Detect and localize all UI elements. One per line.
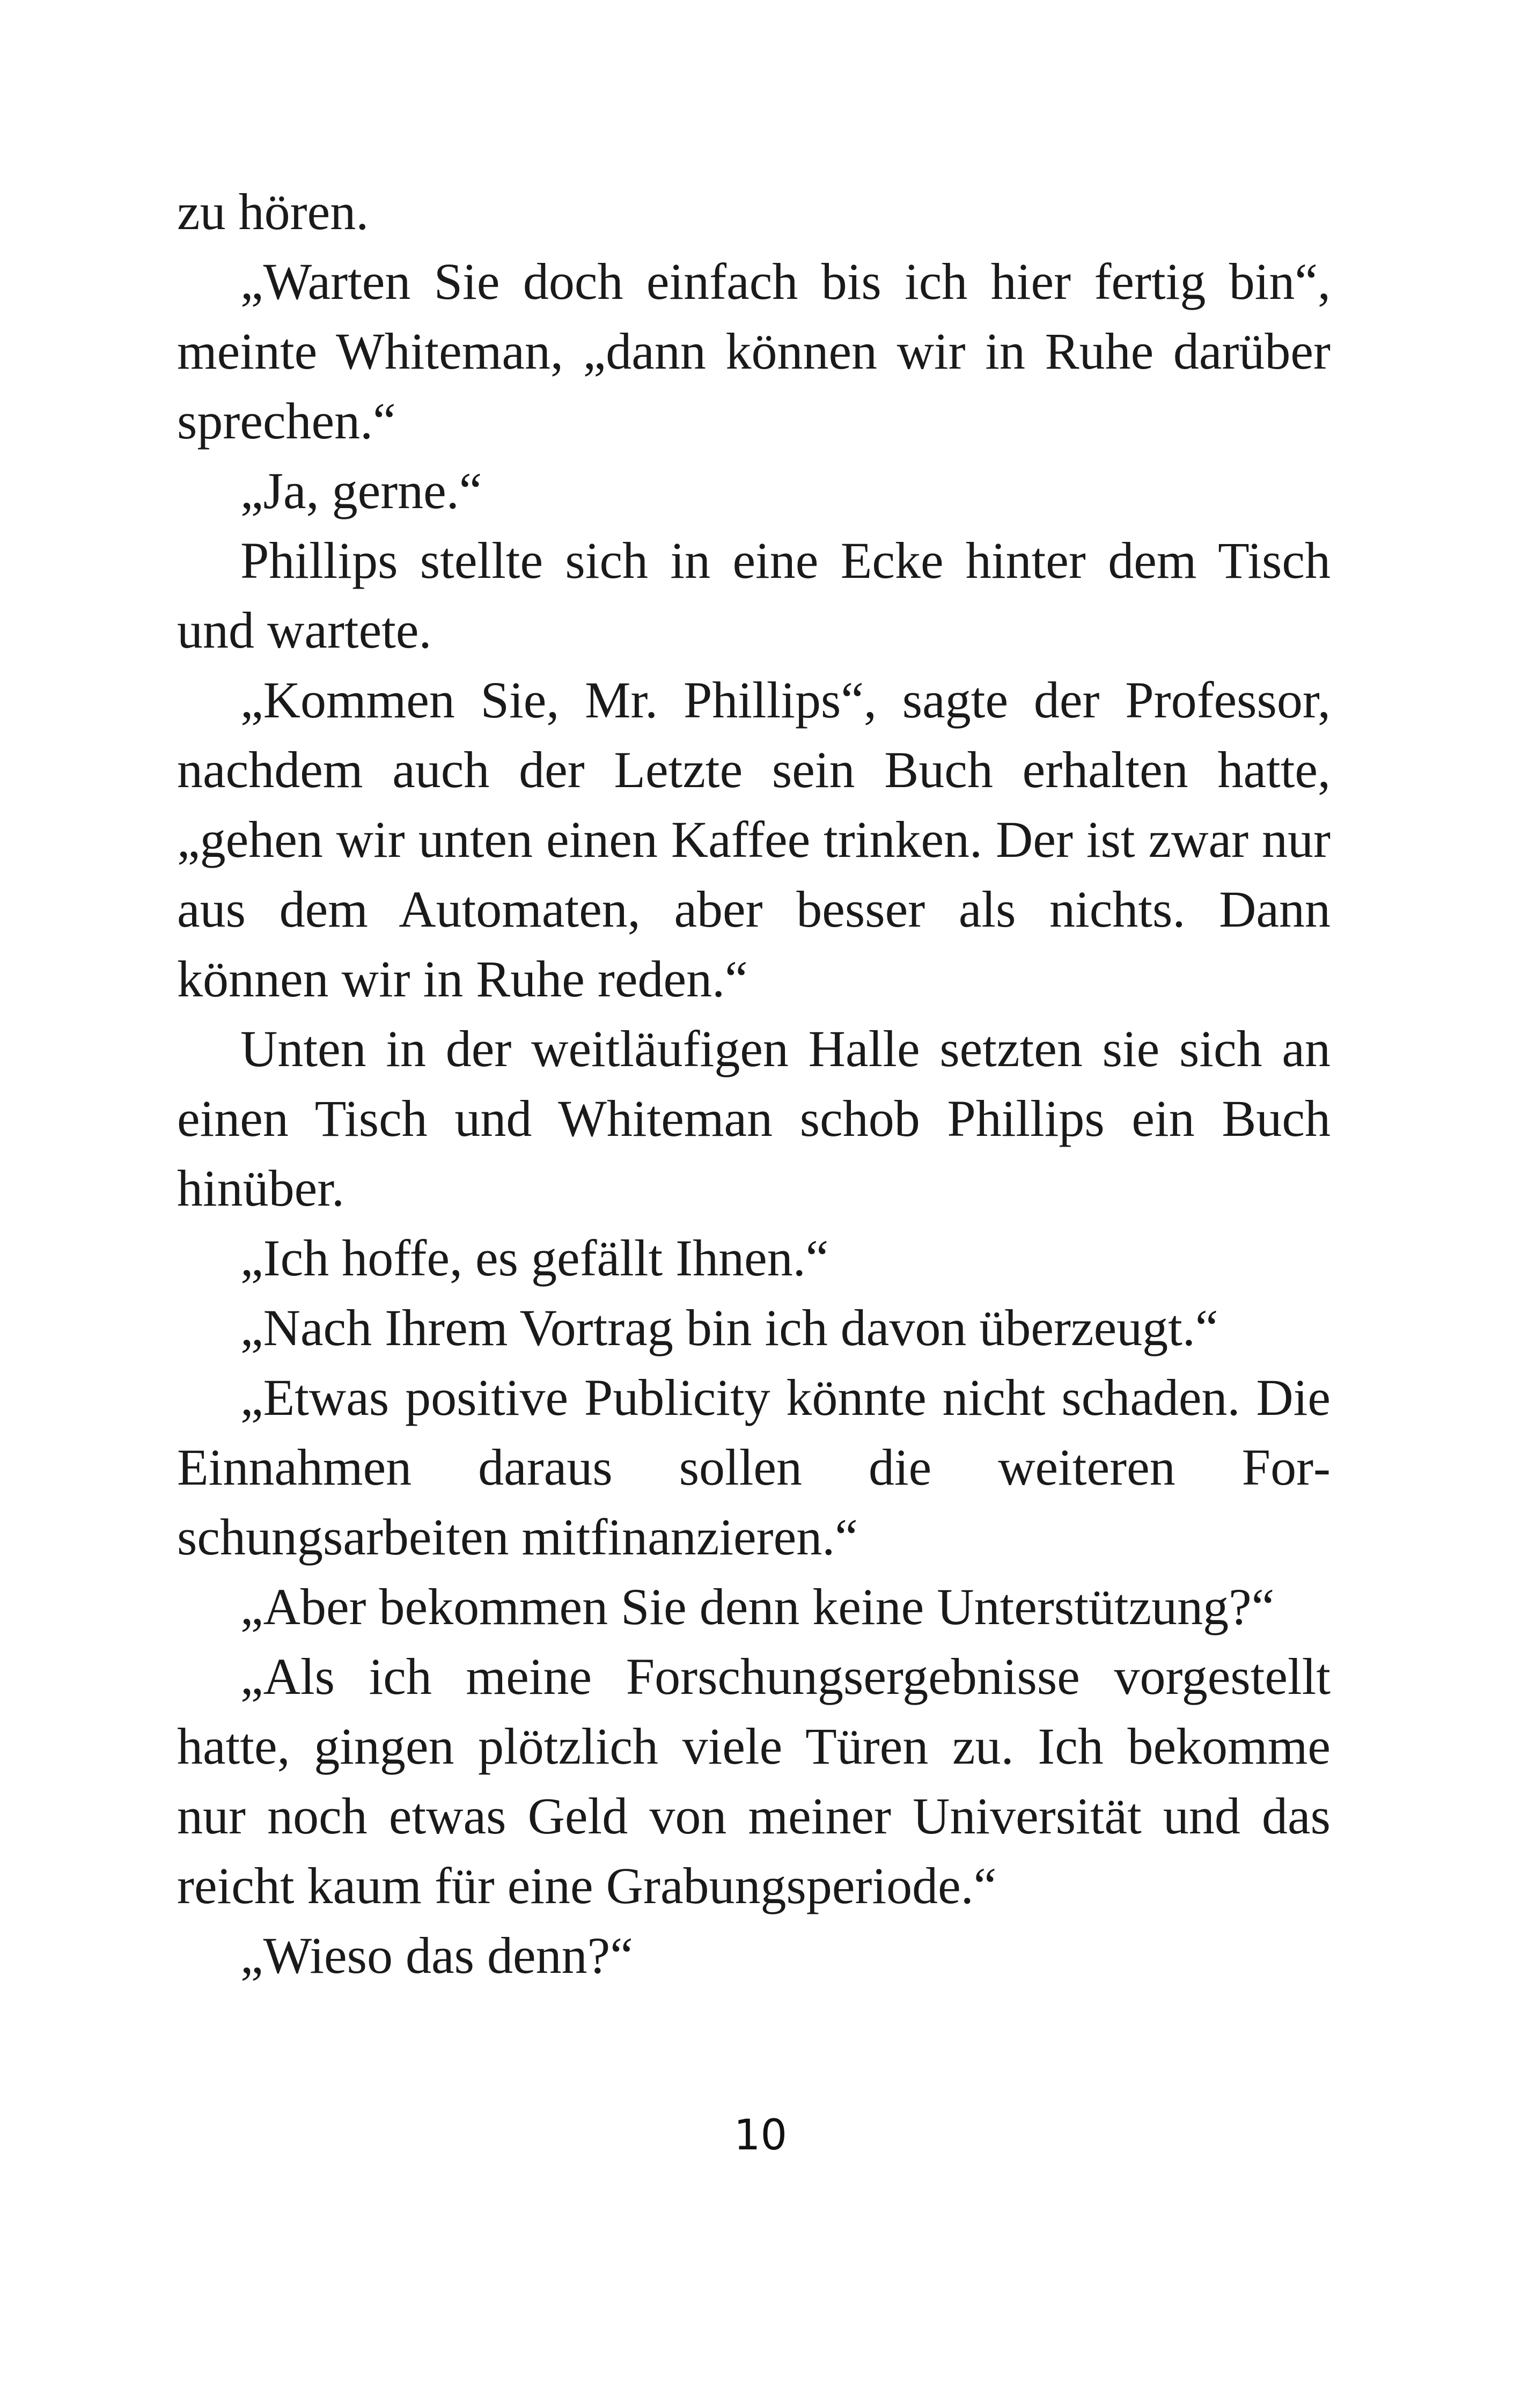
page-number: 10 [733, 2111, 788, 2160]
paragraph-continuation: zu hören. [177, 183, 369, 240]
body-text [177, 177, 1331, 1991]
paragraph: „Wieso das denn?“ [240, 1927, 633, 1984]
paragraph: „Ja, gerne.“ [240, 462, 482, 519]
paragraph: „Nach Ihrem Vortrag bin ich davon überzeugt.“ [240, 1299, 1218, 1356]
paragraph: „Als ich meine Forschungsergebnisse vorgestellt hatte, gingen plötzlich viele Türen zu. Ich bekomme nur noch etwas Geld von meiner Universität und das reicht kaum für eine Grabungsperiode.“ [177, 1648, 1331, 1914]
paragraph: „Aber bekommen Sie denn keine Unterstützung?“ [240, 1578, 1275, 1635]
paragraph: „Ich hoffe, es gefällt Ihnen.“ [240, 1229, 829, 1287]
paragraph: „Etwas positive Publicity könnte nicht schaden. Die Einnahmen daraus sollen die weiteren Forschungsarbeiten mitfinanzieren.“ [177, 1369, 1331, 1566]
paragraph: Phillips stellte sich in eine Ecke hinter dem Tisch und wartete. [177, 532, 1331, 659]
paragraph: Unten in der weitläufigen Halle setzten sie sich an einen Tisch und Whiteman schob Phillips ein Buch hinüber. [177, 1020, 1331, 1217]
paragraph: „Kommen Sie, Mr. Phillips“, sagte der Professor, nachdem auch der Letzte sein Buch erhalten hatte, „gehen wir unten einen Kaffee trinken. Der ist zwar nur aus dem Automaten, aber besser als nichts. Dann können wir in Ruhe reden.“ [177, 671, 1331, 1008]
paragraph: „Warten Sie doch einfach bis ich hier fertig bin“, meinte Whiteman, „dann können wir in Ruhe darüber sprechen.“ [177, 253, 1331, 450]
